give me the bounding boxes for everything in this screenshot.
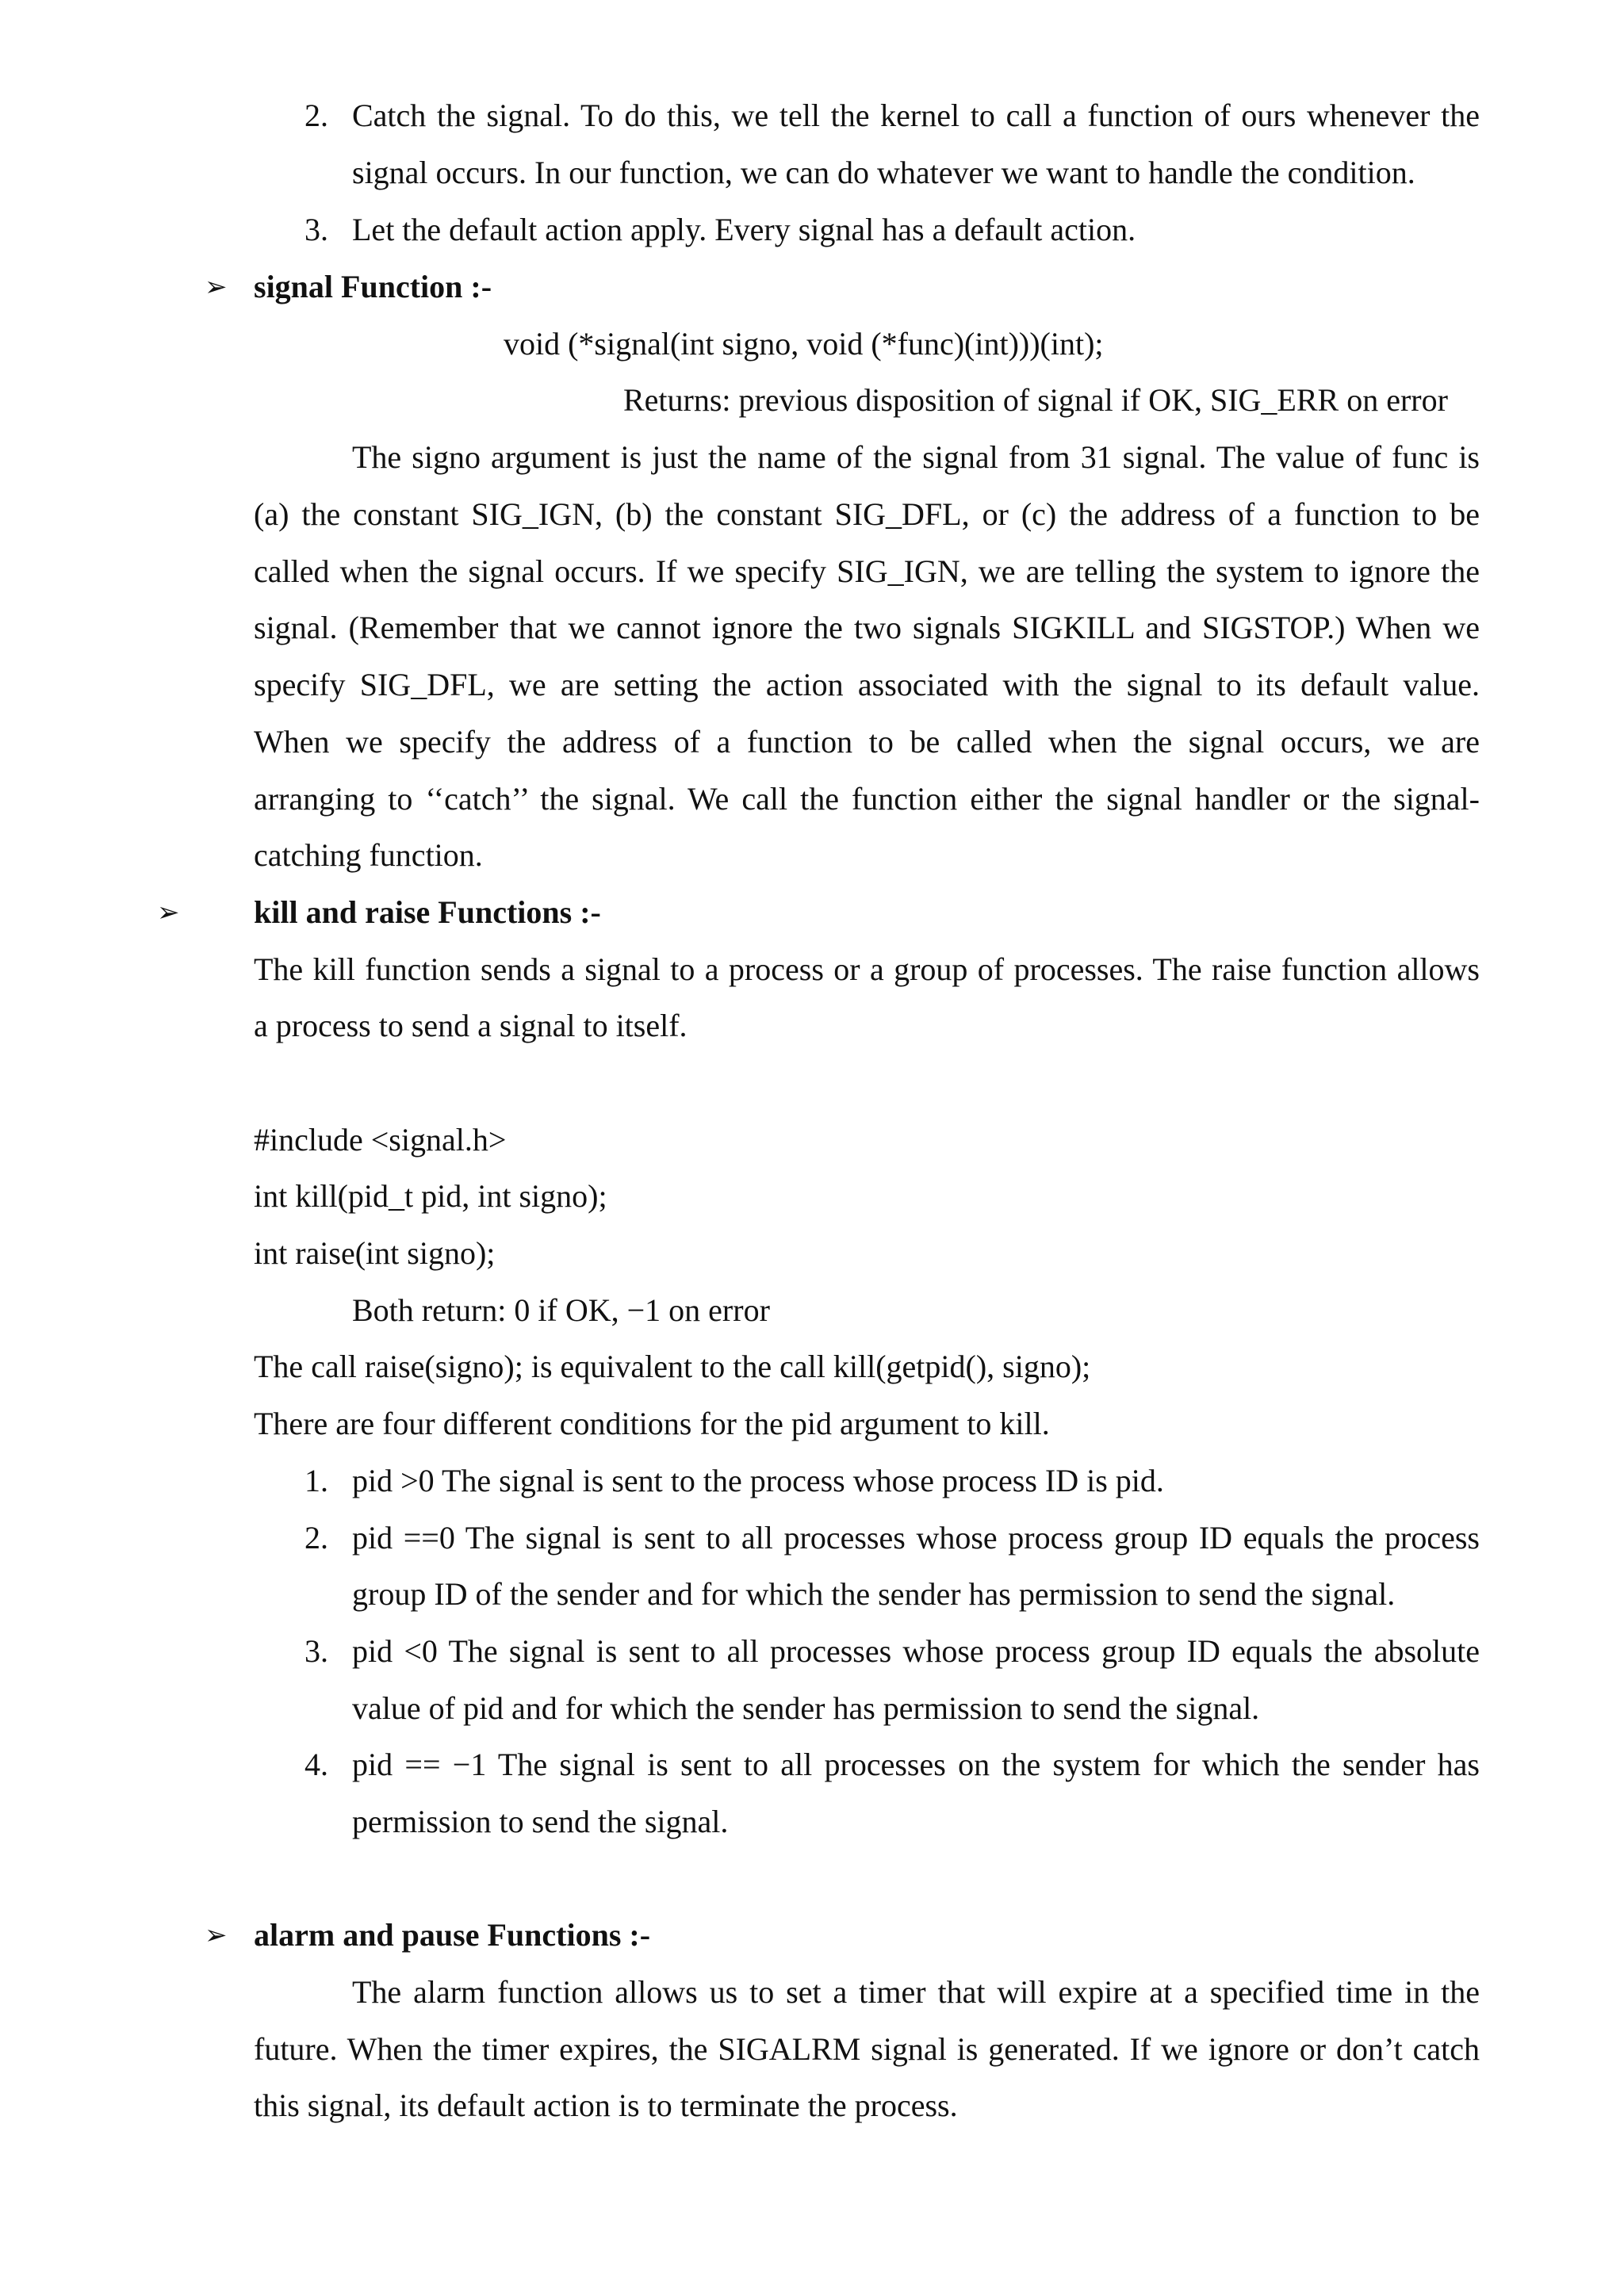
paragraph-line: The alarm function allows us to set a timer that will expire at a specified time in the [352, 1974, 1480, 2010]
arrowhead-bullet-icon: ➢ [205, 271, 228, 303]
list-number: 1. [304, 1463, 328, 1498]
list-number: 3. [304, 212, 328, 247]
list-number: 2. [304, 98, 328, 133]
section-heading: kill and raise Functions :- [254, 894, 601, 930]
section-heading: alarm and pause Functions :- [254, 1917, 651, 1953]
paragraph-line: a process to send a signal to itself. [254, 1008, 688, 1043]
list-item-text: group ID of the sender and for which the sender has permission to send the signal. [352, 1576, 1396, 1612]
list-number: 3. [304, 1633, 328, 1669]
list-item-text: pid == −1 The signal is sent to all processes on the system for which the sender has [352, 1747, 1480, 1782]
paragraph-line: catching function. [254, 837, 483, 873]
list-item-text: Let the default action apply. Every signal has a default action. [352, 212, 1136, 247]
list-item-text: value of pid and for which the sender has permission to send the signal. [352, 1690, 1260, 1726]
paragraph-line: There are four different conditions for the pid argument to kill. [254, 1406, 1050, 1441]
paragraph-line: this signal, its default action is to terminate the process. [254, 2087, 958, 2123]
list-item-text: pid <0 The signal is sent to all processes whose process group ID equals the absolute [352, 1633, 1480, 1669]
list-item-text: permission to send the signal. [352, 1804, 729, 1839]
paragraph-line: When we specify the address of a function to be called when the signal occurs, we are [254, 724, 1480, 760]
paragraph-line: specify SIG_DFL, we are setting the action associated with the signal to its default value. [254, 667, 1480, 702]
paragraph-line: The call raise(signo); is equivalent to the call kill(getpid(), signo); [254, 1349, 1091, 1384]
paragraph-line: (a) the constant SIG_IGN, (b) the constant SIG_DFL, or (c) the address of a function to be [254, 496, 1480, 532]
paragraph-line: called when the signal occurs. If we specify SIG_IGN, we are telling the system to ignore the [254, 553, 1480, 589]
arrowhead-bullet-icon: ➢ [157, 897, 180, 928]
return-value-note: Returns: previous disposition of signal if OK, SIG_ERR on error [623, 382, 1448, 418]
paragraph-line: signal. (Remember that we cannot ignore the two signals SIGKILL and SIGSTOP.) When we [254, 610, 1480, 645]
paragraph-line: The kill function sends a signal to a process or a group of processes. The raise function allows [254, 951, 1480, 987]
paragraph-line: future. When the timer expires, the SIGALRM signal is generated. If we ignore or don’t catch [254, 2031, 1480, 2067]
list-item-text: pid >0 The signal is sent to the process whose process ID is pid. [352, 1463, 1164, 1498]
list-number: 2. [304, 1520, 328, 1556]
list-item-text: Catch the signal. To do this, we tell the kernel to call a function of ours whenever the [352, 98, 1480, 133]
list-item-text: signal occurs. In our function, we can do whatever we want to handle the condition. [352, 155, 1415, 190]
section-heading: signal Function :- [254, 269, 492, 304]
arrowhead-bullet-icon: ➢ [205, 1919, 228, 1951]
list-number: 4. [304, 1747, 328, 1782]
code-line: int kill(pid_t pid, int signo); [254, 1178, 607, 1214]
return-value-note: Both return: 0 if OK, −1 on error [352, 1292, 770, 1328]
paragraph-line: arranging to ‘‘catch’’ the signal. We call the function either the signal handler or the signal- [254, 781, 1480, 817]
code-line: int raise(int signo); [254, 1235, 496, 1271]
list-item-text: pid ==0 The signal is sent to all processes whose process group ID equals the process [352, 1520, 1480, 1556]
code-line: #include <signal.h> [254, 1122, 507, 1158]
paragraph-line: The signo argument is just the name of the signal from 31 signal. The value of func is [352, 439, 1480, 475]
function-prototype: void (*signal(int signo, void (*func)(int)))(int); [504, 326, 1104, 362]
